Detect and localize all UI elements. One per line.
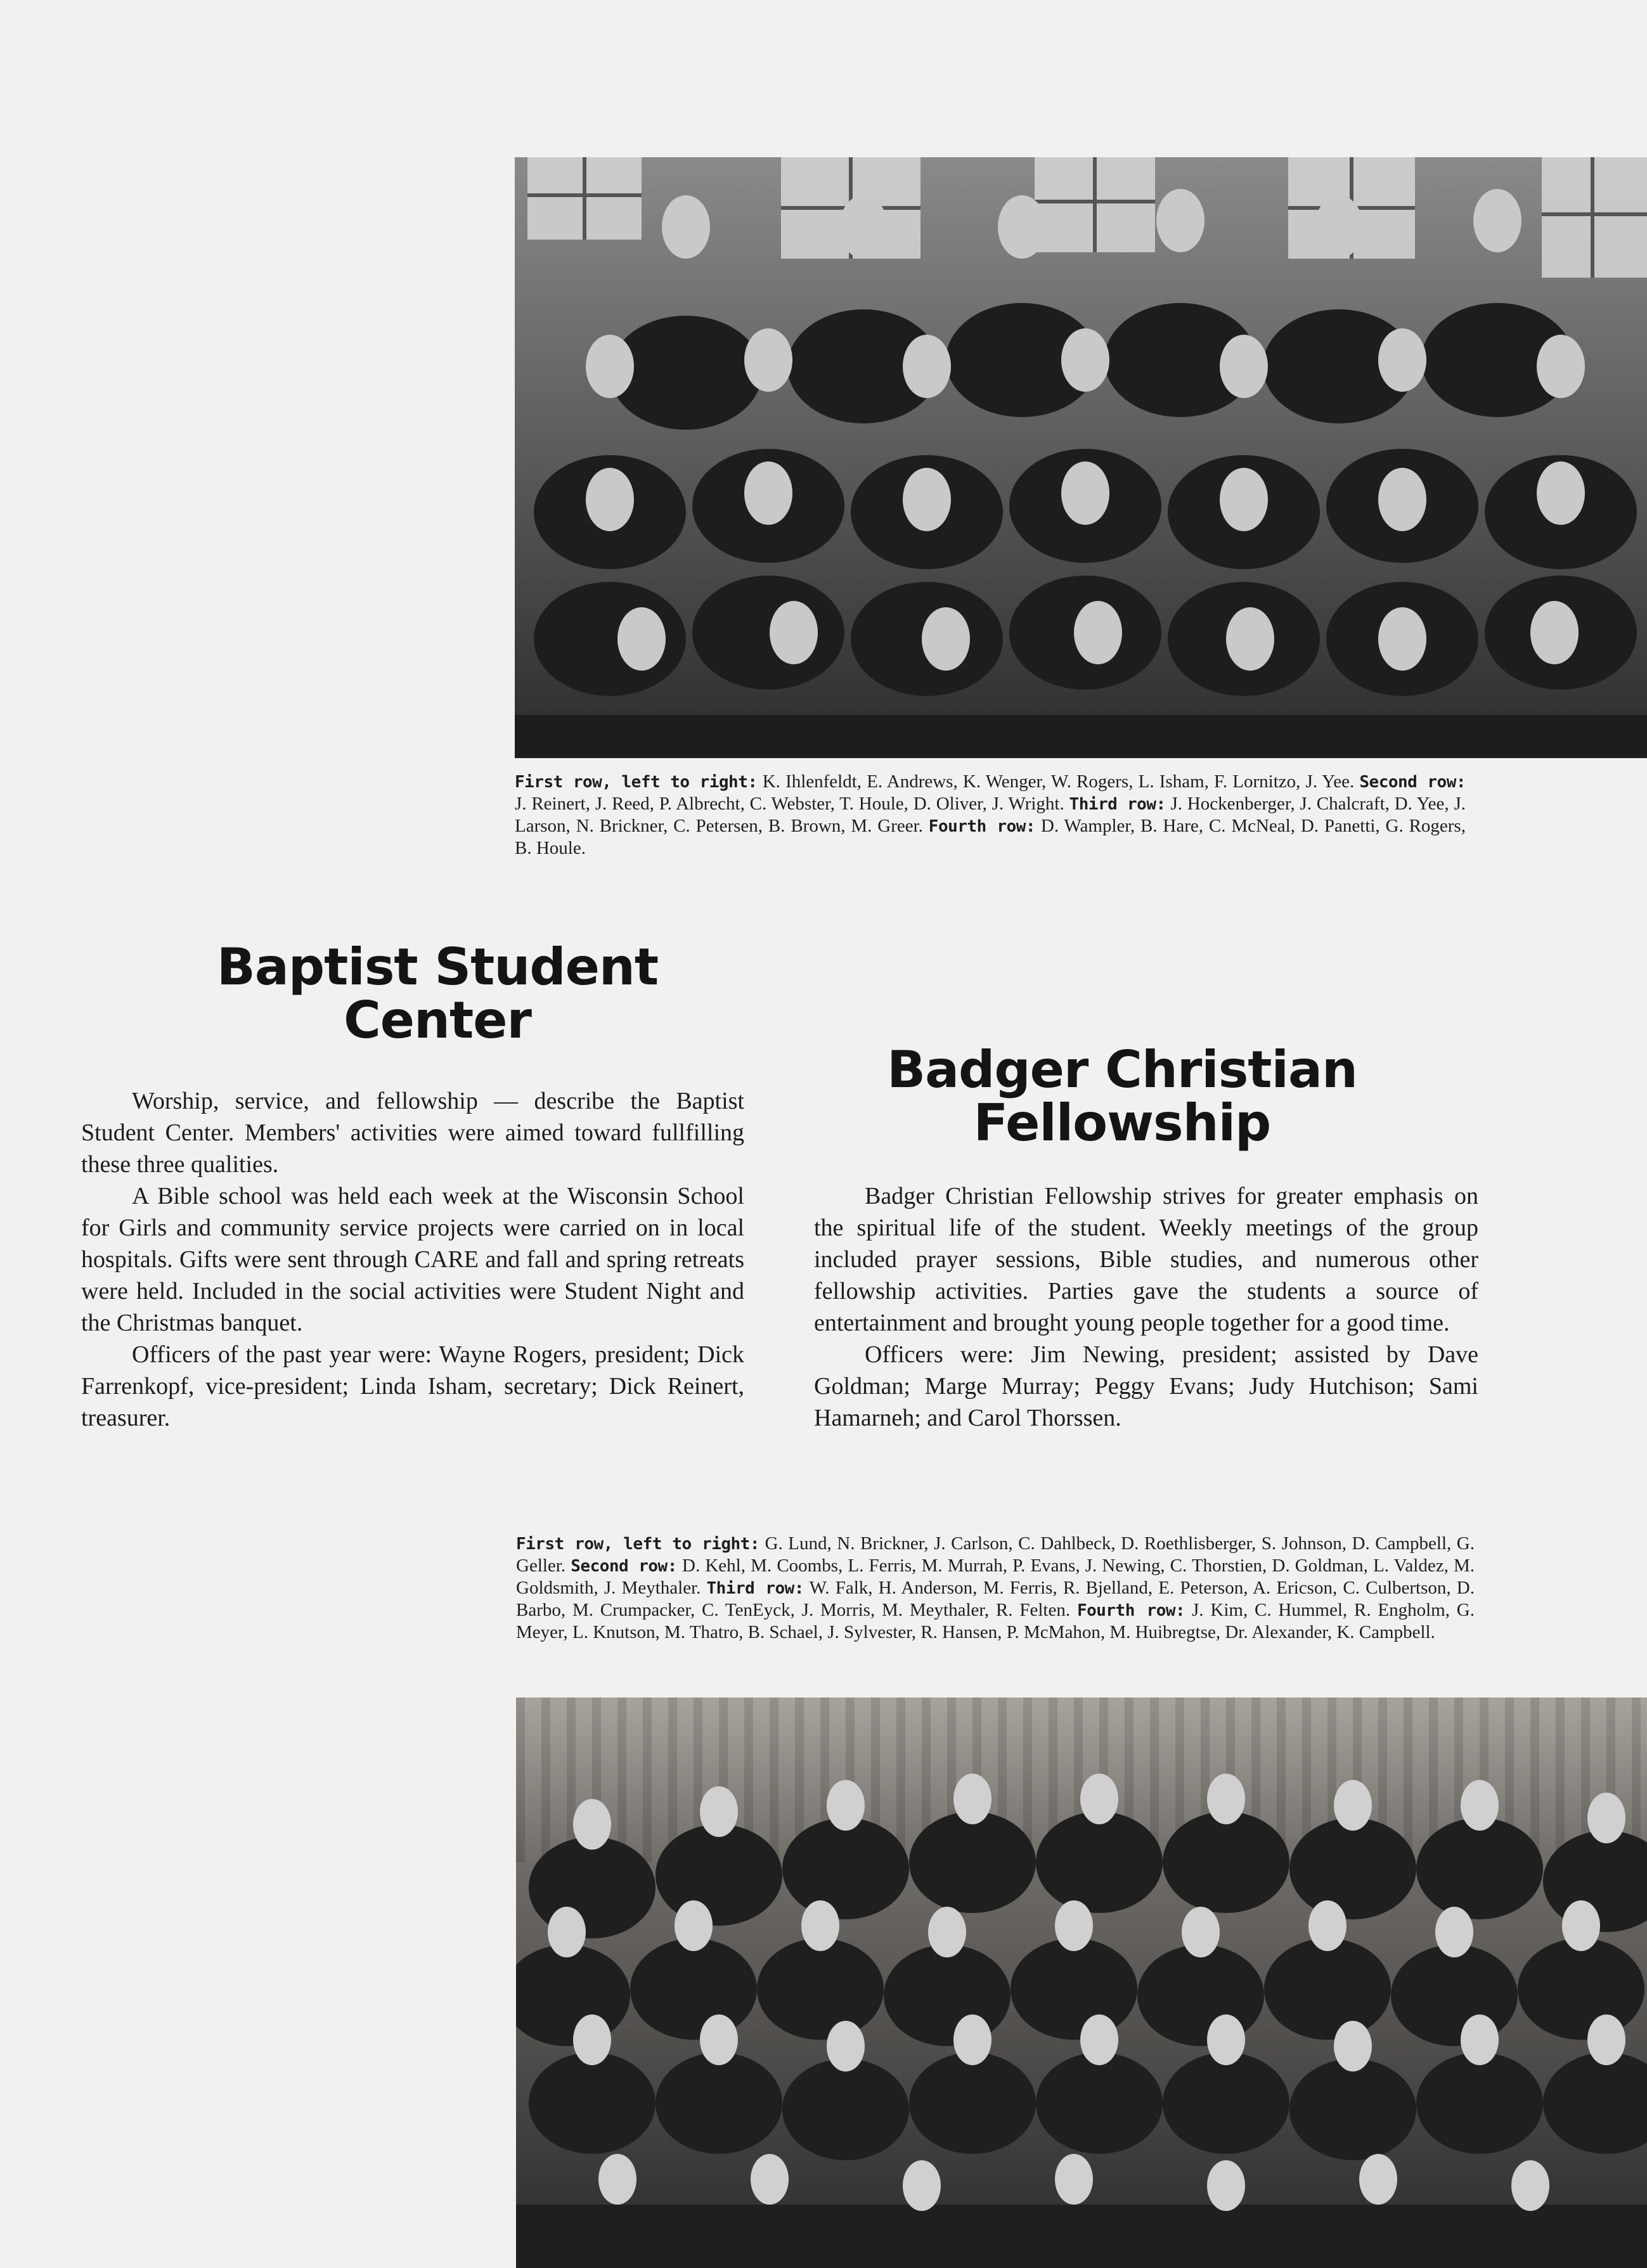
caption-row-label: Fourth row:	[928, 817, 1036, 836]
paragraph: Officers of the past year were: Wayne Rogers, president; Dick Farrenkopf, vice-president; Linda Isham, secretary; Dick Reinert, treasurer.	[81, 1341, 744, 1431]
badger-heading	[780, 1040, 1464, 1152]
photo-top-drawing	[515, 157, 1647, 758]
baptist-heading	[114, 937, 761, 1050]
caption-names: W. Falk, H. Anderson, M. Ferris, R. Bjelland, E. Peterson, A. Ericson, C. Culbertson, D. Barbo, M. Crumpacker, C. TenEyck, J. Morris, M. Meythaler, R. Felten.	[516, 1578, 1475, 1620]
caption-row-label: Second row:	[1359, 773, 1466, 792]
badger-heading-line1: Badger Christian	[887, 1040, 1357, 1099]
caption-row-label: Fourth row:	[1076, 1601, 1185, 1620]
paragraph: Badger Christian Fellowship strives for greater emphasis on the spiritual life of the student. Weekly meetings of the group included prayer sessions, Bible studies, and numerous other fellowship activities. Parties gave the students a source of entertainment and brought young people together for a good time.	[814, 1183, 1478, 1336]
baptist-heading-line1: Baptist Student	[216, 937, 659, 996]
caption-names: J. Reinert, J. Reed, P. Albrecht, C. Webster, T. Houle, D. Oliver, J. Wright.	[515, 794, 1069, 814]
caption-row-label: Second row:	[571, 1557, 677, 1576]
caption-names: J. Hockenberger, J. Chalcraft, D. Yee, J. Larson, N. Brickner, C. Petersen, B. Brown, M. Greer.	[515, 794, 1466, 836]
badger-group-photo	[516, 1698, 1647, 2268]
baptist-group-photo	[515, 157, 1647, 758]
baptist-photo-caption	[515, 771, 1466, 859]
badger-heading-line2: Fellowship	[973, 1093, 1271, 1152]
caption-row-label: First row, left to right:	[516, 1535, 759, 1554]
badger-article	[814, 1180, 1478, 1434]
caption-names: G. Lund, N. Brickner, J. Carlson, C. Dahlbeck, D. Roethlisberger, S. Johnson, D. Campbell, G. Geller.	[516, 1533, 1475, 1576]
caption-row-label: Third row:	[1069, 795, 1166, 814]
photo-bottom-drawing	[516, 1698, 1647, 2268]
paragraph: A Bible school was held each week at the Wisconsin School for Girls and community service projects were carried on in local hospitals. Gifts were sent through CARE and fall and spring retreats were held. Included in the social activities were Student Night and the Christmas banquet.	[81, 1183, 744, 1336]
badger-photo-caption	[516, 1533, 1475, 1643]
caption-names: D. Wampler, B. Hare, C. McNeal, D. Panetti, G. Rogers, B. Houle.	[515, 816, 1466, 858]
caption-names: D. Kehl, M. Coombs, L. Ferris, M. Murrah, P. Evans, J. Newing, C. Thorstien, D. Goldman, L. Valdez, M. Goldsmith, J. Meythaler.	[516, 1556, 1475, 1598]
paragraph: Officers were: Jim Newing, president; assisted by Dave Goldman; Marge Murray; Peggy Evans; Judy Hutchison; Sami Hamarneh; and Carol Thorssen.	[814, 1341, 1478, 1431]
baptist-heading-line2: Center	[344, 991, 531, 1050]
caption-row-label: First row, left to right:	[515, 773, 758, 792]
caption-names: J. Kim, C. Hummel, R. Engholm, G. Meyer, L. Knutson, M. Thatro, B. Schael, J. Sylvester, R. Hansen, P. McMahon, M. Huibregtse, Dr. Alexander, K. Campbell.	[516, 1600, 1475, 1642]
paragraph: Worship, service, and fellowship — describe the Baptist Student Center. Members' activities were aimed toward fullfilling these three qualities.	[81, 1088, 744, 1178]
baptist-article	[81, 1085, 744, 1434]
caption-names: K. Ihlenfeldt, E. Andrews, K. Wenger, W. Rogers, L. Isham, F. Lornitzo, J. Yee.	[757, 771, 1360, 792]
caption-row-label: Third row:	[706, 1579, 804, 1598]
